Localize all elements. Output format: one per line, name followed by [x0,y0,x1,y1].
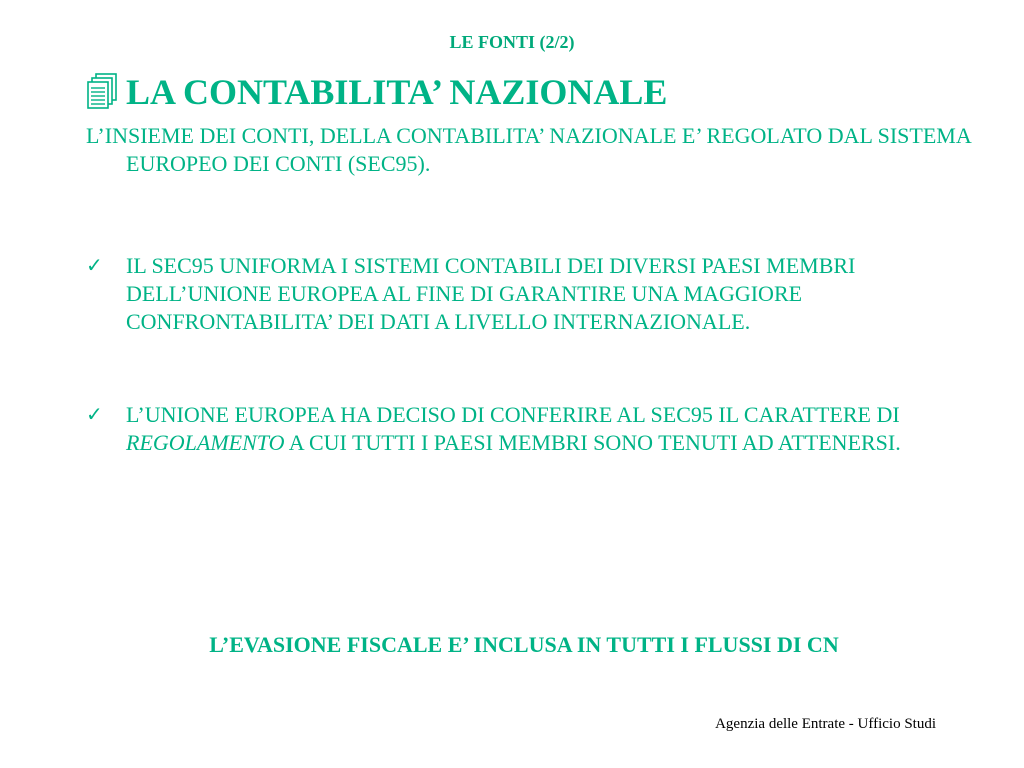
list-item-text-start: L’UNIONE EUROPEA HA DECISO DI CONFERIRE AL SEC95 IL CARATTERE DI [126,402,900,427]
highlight-note: L’EVASIONE FISCALE E’ INCLUSA IN TUTTI I FLUSSI DI CN [209,632,839,657]
checkmark-icon: ✓ [86,255,103,277]
slide-title: LE FONTI (2/2) [449,32,575,52]
list-item-text: IL SEC95 UNIFORMA I SISTEMI CONTABILI DEI DIVERSI PAESI MEMBRI DELL’UNIONE EUROPEA AL FINE DI GARANTIRE UNA MAGGIORE CONFRONTABILITA’ DEI DATI A LIVELLO INTERNAZIONALE. [126,253,856,334]
document-stack-icon [86,72,120,112]
list-item [86,401,966,457]
intro-paragraph: L’INSIEME DEI CONTI, DELLA CONTABILITA’ NAZIONALE E’ REGOLATO DAL SISTEMA EUROPEO DEI CONTI (SEC95). [86,123,971,176]
heading-text: LA CONTABILITA’ NAZIONALE [126,72,668,112]
footer-credit: Agenzia delle Entrate - Ufficio Studi [715,716,936,732]
section-heading [86,72,667,112]
list-item-text-end: A CUI TUTTI I PAESI MEMBRI SONO TENUTI AD ATTENERSI. [284,430,901,455]
list-item-text [126,401,966,457]
emphasized-term: REGOLAMENTO [126,430,285,455]
checkmark-icon: ✓ [86,404,103,426]
list-item [86,252,966,336]
